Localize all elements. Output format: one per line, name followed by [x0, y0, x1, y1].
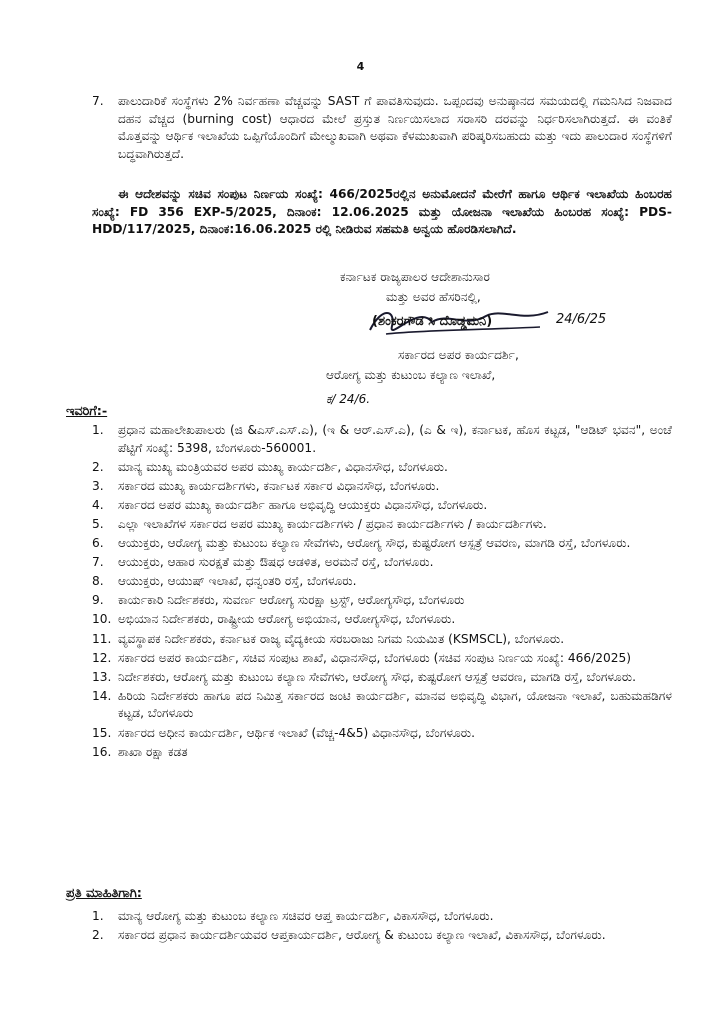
handwritten-initials: ಕ/ 24/6.: [326, 392, 371, 406]
list-item-text: ಸರ್ಕಾರದ ಮುಖ್ಯ ಕಾರ್ಯದರ್ಶಿಗಳು, ಕರ್ನಾಟಕ ಸರ್ಕಾರ ವಿಧಾನಸೌಧ, ಬೆಂಗಳೂರು.: [118, 478, 440, 493]
list-item-text: ಸರ್ಕಾರದ ಅಪರ ಮುಖ್ಯ ಕಾರ್ಯದರ್ಶಿ ಹಾಗೂ ಅಭಿವೃದ್ಧಿ ಆಯುಕ್ತರು ವಿಧಾನಸೌಧ, ಬೆಂಗಳೂರು.: [118, 497, 488, 512]
list-item-number: 8.: [92, 574, 104, 589]
list-item-text: ಶಾಖಾ ರಕ್ಷಾ ಕಡತ: [118, 744, 188, 759]
list-item-number: 13.: [92, 669, 112, 684]
list-item-text: ಮಾನ್ಯ ಮುಖ್ಯ ಮಂತ್ರಿಯವರ ಅಪರ ಮುಖ್ಯ ಕಾರ್ಯದರ್ಶಿ, ವಿಧಾನಸೌಧ, ಬೆಂಗಳೂರು.: [118, 459, 448, 474]
list-item-number: 2.: [92, 928, 104, 943]
list-item-number: 12.: [92, 650, 112, 665]
list-item-number: 15.: [92, 725, 112, 740]
list-item: [92, 650, 672, 668]
list-item-text: ವ್ಯವಸ್ಥಾಪಕ ನಿರ್ದೇಶಕರು, ಕರ್ನಾಟಕ ರಾಜ್ಯ ವೈದ್ಯಕೀಯ ಸರಬರಾಜು ನಿಗಮ ನಿಯಮಿತ (KSMSCL), ಬೆಂಗಳೂರು.: [118, 631, 565, 646]
list-item: [92, 908, 672, 926]
designation-line-1: ಸರ್ಕಾರದ ಅಪರ ಕಾರ್ಯದರ್ಶಿ,: [398, 348, 519, 362]
page-number: 4: [356, 60, 365, 73]
signatory-name: (ಶಂಕರಗೌಡ ಸಿ ದೊಡ್ಡಮನಿ): [372, 314, 493, 329]
list-item: [92, 573, 672, 591]
list-item: [92, 744, 672, 762]
authority-line-1: ಕರ್ನಾಟಕ ರಾಜ್ಯಪಾಲರ ಆದೇಶಾನುಸಾರ: [340, 270, 490, 284]
list-item-number: 1.: [92, 909, 104, 923]
list-item-number: 14.: [92, 688, 112, 703]
list-item-text: ಹಿರಿಯ ನಿರ್ದೇಶಕರು ಹಾಗೂ ಪದ ನಿಮಿತ್ತ ಸರ್ಕಾರದ ಜಂಟಿ ಕಾರ್ಯದರ್ಶಿ, ಮಾನವ ಅಭಿವೃದ್ಧಿ ವಿಭಾಗ, ಯೋಜನಾ ಇಲಾಖೆ, ಬಹುಮಹಡಿಗಳ ಕಟ್ಟಡ, ಬೆಂಗಳೂರು: [118, 688, 672, 721]
list-item: [92, 459, 672, 477]
list-item-number: 3.: [92, 478, 104, 493]
list-item-text: ಮಾನ್ಯ ಆರೋಗ್ಯ ಮತ್ತು ಕುಟುಂಬ ಕಲ್ಯಾಣ ಸಚಿವರ ಆಪ್ತ ಕಾರ್ಯದರ್ಶಿ, ವಿಕಾಸಸೌಧ, ಬೆಂಗಳೂರು.: [118, 909, 494, 923]
list-item-text: ಸರ್ಕಾರದ ಪ್ರಧಾನ ಕಾರ್ಯದರ್ಶಿಯವರ ಆಪ್ತಕಾರ್ಯದರ್ಶಿ, ಆರೋಗ್ಯ & ಕುಟುಂಬ ಕಲ್ಯಾಣ ಇಲಾಖೆ, ವಿಕಾಸಸೌಧ, ಬೆಂಗಳೂರು.: [118, 928, 606, 943]
list-item-text: ಸರ್ಕಾರದ ಅಧೀನ ಕಾರ್ಯದರ್ಶಿ, ಆರ್ಥಿಕ ಇಲಾಖೆ (ವೆಚ್ಚ-4&5) ವಿಧಾನಸೌಧ, ಬೆಂಗಳೂರು.: [118, 725, 476, 740]
list-item: [92, 478, 672, 496]
list-item-number: 7.: [92, 555, 104, 570]
paragraph-7: [92, 93, 672, 163]
list-item-number: 6.: [92, 536, 104, 551]
order-paragraph: ಈ ಆದೇಶವನ್ನು ಸಚಿವ ಸಂಪುಟ ನಿರ್ಣಯ ಸಂಖ್ಯೆ: 466/2025ರಲ್ಲಿನ ಅನುಮೋದನೆ ಮೇರೆಗೆ ಹಾಗೂ ಆರ್ಥಿಕ ಇಲಾಖೆಯ ಹಿಂಬರಹ ಸಂಖ್ಯೆ: FD 356 EXP-5/2025, ದಿನಾಂಕ: 12.06.2025 ಮತ್ತು ಯೋಜನಾ ಇಲಾಖೆಯ ಹಿಂಬರಹ ಸಂಖ್ಯೆ: PDS-HDD/117/2025, ದಿನಾಂಕ:16.06.2025 ರಲ್ಲಿ ನೀಡಿರುವ ಸಹಮತಿ ಅನ್ವಯ ಹೊರಡಿಸಲಾಗಿದೆ.: [92, 187, 672, 237]
authority-line-2: ಮತ್ತು ಅವರ ಹೆಸರಿನಲ್ಲಿ,: [386, 290, 481, 304]
copy-list: [92, 908, 672, 946]
list-item: [92, 611, 672, 629]
list-item-number: 4.: [92, 497, 104, 512]
list-item-number: 2.: [92, 459, 104, 474]
list-item: [92, 516, 672, 534]
list-item-text: ಎಲ್ಲಾ ಇಲಾಖೆಗಳ ಸರ್ಕಾರದ ಅಪರ ಮುಖ್ಯ ಕಾರ್ಯದರ್ಶಿಗಳು / ಪ್ರಧಾನ ಕಾರ್ಯದರ್ಶಿಗಳು / ಕಾರ್ಯದರ್ಶಿಗಳು.: [118, 516, 547, 531]
signature-date: 24/6/25: [556, 312, 607, 327]
list-item-text: ಅಭಿಯಾನ ನಿರ್ದೇಶಕರು, ರಾಷ್ಟ್ರೀಯ ಆರೋಗ್ಯ ಅಭಿಯಾನ, ಆರೋಗ್ಯಸೌಧ, ಬೆಂಗಳೂರು.: [118, 612, 456, 627]
list-item-text: ಆಯುಕ್ತರು, ಆಯುಷ್ ಇಲಾಖೆ, ಧನ್ವಂತರಿ ರಸ್ತೆ, ಬೆಂಗಳೂರು.: [118, 574, 357, 589]
list-item: [92, 669, 672, 687]
list-item-number: 1.: [92, 423, 104, 437]
copy-heading: ಪ್ರತಿ ಮಾಹಿತಿಗಾಗಿ:: [66, 886, 142, 901]
list-item-number: 11.: [92, 631, 112, 646]
designation-line-2: ಆರೋಗ್ಯ ಮತ್ತು ಕುಟುಂಬ ಕಲ್ಯಾಣ ಇಲಾಖೆ,: [326, 368, 496, 382]
list-item-text: ಕಾರ್ಯಕಾರಿ ನಿರ್ದೇಶಕರು, ಸುವರ್ಣ ಆರೋಗ್ಯ ಸುರಕ್ಷಾ ಟ್ರಸ್ಟ್, ಆರೋಗ್ಯಸೌಧ, ಬೆಂಗಳೂರು: [118, 593, 465, 608]
to-heading: ಇವರಿಗೆ:-: [66, 404, 108, 419]
list-item-number: 9.: [92, 593, 104, 608]
list-item-text: ಪ್ರಧಾನ ಮಹಾಲೇಖಪಾಲರು (ಜಿ &ಎಸ್.ಎಸ್.ಎ), (ಇ & ಆರ್.ಎಸ್.ಎ), (ಎ & ಇ), ಕರ್ನಾಟಕ, ಹೊಸ ಕಟ್ಟಡ, "ಆಡಿಟ್ ಭವನ", ಅಂಚೆ ಪೆಟ್ಟಿಗೆ ಸಂಖ್ಯೆ: 5398, ಬೆಂಗಳೂರು-560001.: [118, 423, 672, 455]
list-item-text: ನಿರ್ದೇಶಕರು, ಆರೋಗ್ಯ ಮತ್ತು ಕುಟುಂಬ ಕಲ್ಯಾಣ ಸೇವೆಗಳು, ಆರೋಗ್ಯ ಸೌಧ, ಕುಷ್ಟರೋಗ ಆಸ್ಪತ್ರೆ ಆವರಣ, ಮಾಗಡಿ ರಸ್ತೆ, ಬೆಂಗಳೂರು.: [118, 669, 637, 684]
list-item: [92, 497, 672, 515]
list-item: [92, 927, 672, 945]
list-item: [92, 554, 672, 572]
list-item-number: 10.: [92, 612, 112, 627]
list-item: [92, 422, 672, 457]
list-item-text: ಆಯುಕ್ತರು, ಆಹಾರ ಸುರಕ್ಷತೆ ಮತ್ತು ಔಷಧ ಆಡಳಿತ, ಅರಮನೆ ರಸ್ತೆ, ಬೆಂಗಳೂರು.: [118, 555, 434, 570]
list-item-text: ಆಯುಕ್ತರು, ಆರೋಗ್ಯ ಮತ್ತು ಕುಟುಂಬ ಕಲ್ಯಾಣ ಸೇವೆಗಳು, ಆರೋಗ್ಯ ಸೌಧ, ಕುಷ್ಟರೋಗ ಆಸ್ಪತ್ರೆ ಆವರಣ, ಮಾಗಡಿ ರಸ್ತೆ, ಬೆಂಗಳೂರು.: [118, 536, 631, 551]
list-item: [92, 688, 672, 723]
list-item-number: 16.: [92, 744, 112, 759]
list-item: [92, 725, 672, 743]
list-item: [92, 631, 672, 649]
list-item-text: ಸರ್ಕಾರದ ಅಪರ ಕಾರ್ಯದರ್ಶಿ, ಸಚಿವ ಸಂಪುಟ ಶಾಖೆ, ವಿಧಾನಸೌಧ, ಬೆಂಗಳೂರು (ಸಚಿವ ಸಂಪುಟ ನಿರ್ಣಯ ಸಂಖ್ಯೆ: 466/2025): [118, 650, 632, 665]
list-item: [92, 592, 672, 610]
list-item-number: 5.: [92, 516, 104, 531]
recipient-list: [92, 422, 672, 763]
paragraph-text: ಪಾಲುದಾರಿಕೆ ಸಂಸ್ಥೆಗಳು 2% ನಿರ್ವಹಣಾ ವೆಚ್ಚವನ್ನು SAST ಗೆ ಪಾವತಿಸುವುದು. ಒಪ್ಪಂದವು ಅನುಷ್ಠಾನದ ಸಮಯದಲ್ಲಿ ಗಮನಿಸಿದ ನಿಜವಾದ ದಹನ ವೆಚ್ಚದ (burning cost) ಆಧಾರದ ಮೇಲೆ ಪ್ರಸ್ತುತ ನಿರ್ಣಯಿಸಲಾದ ಸರಾಸರಿ ದರವನ್ನು ನಿರ್ಧರಿಸಲಾಗಿರುತ್ತದೆ. ಈ ವಂತಿಕೆ ಮೊತ್ತವನ್ನು ಆರ್ಥಿಕ ಇಲಾಖೆಯ ಒಪ್ಪಿಗೆಯೊಂದಿಗೆ ಮೇಲ್ಮುಖವಾಗಿ ಅಥವಾ ಕೆಳಮುಖವಾಗಿ ಪರಿಷ್ಕರಿಸಬಹುದು ಮತ್ತು ಇದು ಪಾಲುದಾರ ಸಂಸ್ಥೆಗಳಿಗೆ ಬದ್ಧವಾಗಿರುತ್ತದೆ.: [118, 94, 672, 161]
list-item: [92, 535, 672, 553]
paragraph-number: 7.: [92, 94, 104, 108]
